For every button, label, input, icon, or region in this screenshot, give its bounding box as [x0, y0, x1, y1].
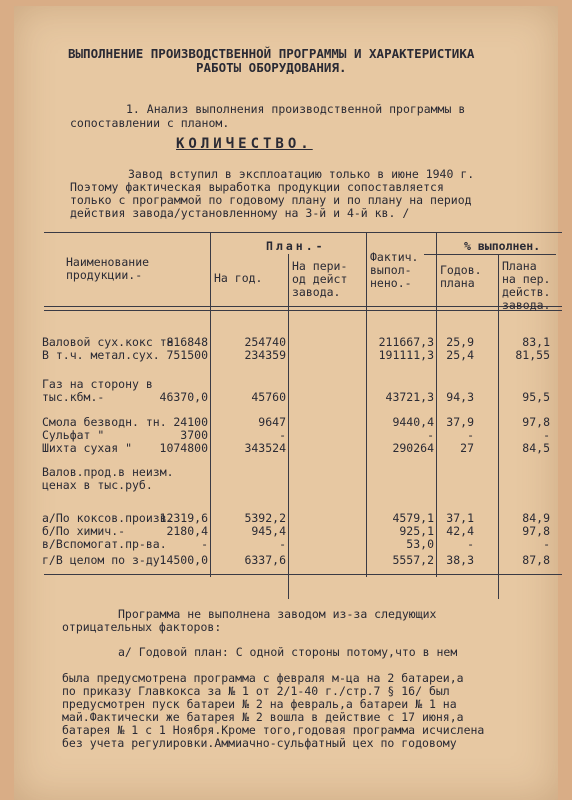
row-name: Смола безводн. тн. — [42, 415, 167, 429]
row-value-pp: 83,1 — [522, 335, 550, 349]
row-name: а/По коксов.произв. — [42, 511, 174, 525]
row-value-period: 254740 — [244, 335, 286, 349]
header-fact-3: нено.- — [370, 276, 412, 290]
header-pct-period-2: на пер. — [502, 272, 551, 286]
row-value-pp: - — [543, 428, 550, 442]
subheading: КОЛИЧЕСТВО. — [176, 136, 313, 152]
header-name-1: Наименование — [66, 255, 150, 269]
row-value-py: 27 — [460, 441, 474, 455]
row-value-fact: 191111,3 — [378, 348, 434, 362]
bottom-line-3: предусмотрен пуск батареи № 2 на февраль,а батареи № 1 на — [62, 697, 457, 711]
row-value-pp: 84,9 — [522, 511, 550, 525]
row-value-fact: 925,1 — [399, 524, 434, 538]
row-value-year: 24100 — [173, 415, 208, 429]
row-value-fact: 9440,4 — [392, 415, 434, 429]
row-value-fact: - — [427, 428, 434, 442]
table-header-rule-2 — [44, 310, 562, 311]
header-percent: % выполнен. — [464, 239, 541, 253]
row-name: г/В целом по з-ду. — [42, 553, 167, 567]
production-table — [44, 232, 570, 577]
col-divider-4 — [436, 232, 437, 577]
document-title-line-2: РАБОТЫ ОБОРУДОВАНИЯ. — [196, 60, 347, 75]
header-pct-period-3: действ. — [502, 285, 551, 299]
bottom-line-5: батарея № 1 с 1 Ноября.Кроме того,годовая программа исчислена — [62, 723, 485, 737]
row-value-year: 3700 — [180, 428, 208, 442]
row-value-py: 42,4 — [446, 524, 474, 538]
row-value-year: 46370,0 — [159, 390, 208, 404]
row-value-py: 37,1 — [446, 511, 474, 525]
intro-line-1: Завод вступил в эксплоатацию только в июне 1940 г. — [128, 167, 475, 181]
row-value-period: 234359 — [244, 348, 286, 362]
header-plan-period-3: завода. — [292, 285, 341, 299]
intro-line-3: только с программой по годовому плану и по плану на период — [70, 193, 472, 207]
intro-line-4: действия завода/установленному на 3-й и 4-й кв. / — [70, 206, 410, 220]
header-pct-year-1: Годов. — [440, 263, 482, 277]
row-value-year: 1074800 — [159, 441, 208, 455]
row-value-fact: 211667,3 — [378, 335, 434, 349]
row-value-pp: 95,5 — [522, 390, 550, 404]
header-pct-period-4: завода. — [502, 298, 551, 312]
after-line-2: отрицательных факторов: — [62, 620, 222, 634]
table-bottom-rule — [44, 574, 562, 575]
row-value-period: 6337,6 — [244, 553, 286, 567]
header-plan-year: На год. — [214, 271, 263, 285]
bottom-line-2: по приказу Главкокса за № 1 от 2/1-40 г./стр.7 § 16/ был — [62, 684, 450, 698]
row-value-py: 25,4 — [446, 348, 474, 362]
row-name: Валов.прод.в неизм. — [42, 465, 174, 479]
row-value-py: - — [467, 537, 474, 551]
row-name: тыс.кбм.- — [42, 390, 105, 404]
row-value-py: 38,3 — [446, 553, 474, 567]
row-value-fact: 43721,3 — [385, 390, 434, 404]
table-top-rule — [44, 232, 562, 233]
row-value-pp: 97,8 — [522, 524, 550, 538]
row-value-fact: 5557,2 — [392, 553, 434, 567]
row-value-pp: 81,55 — [515, 348, 550, 362]
row-value-year: 816848 — [166, 335, 208, 349]
row-value-period: 343524 — [244, 441, 286, 455]
row-name: в/Вспомогат.пр-ва. — [42, 537, 167, 551]
bottom-line-1: была предусмотрена программа с февраля м-ца на 2 батареи,а — [62, 671, 464, 685]
section-heading-line-1: 1. Анализ выполнения производственной программы в — [126, 102, 466, 116]
header-plan: План.- — [266, 239, 326, 253]
col-divider-3 — [366, 232, 367, 577]
row-value-fact: 53,0 — [406, 537, 434, 551]
row-value-fact: 290264 — [392, 441, 434, 455]
col-divider-1 — [210, 232, 211, 577]
row-value-year: 12319,6 — [159, 511, 208, 525]
row-value-period: 9647 — [258, 415, 286, 429]
header-fact-2: выпол- — [370, 263, 412, 277]
row-value-py: - — [467, 428, 474, 442]
row-name: Валовой сух.кокс тн — [42, 335, 174, 349]
header-pct-year-2: плана — [440, 276, 475, 290]
row-value-period: - — [279, 537, 286, 551]
intro-line-2: Поэтому фактическая выработка продукции сопоставляется — [70, 180, 444, 194]
row-value-period: 945,4 — [251, 524, 286, 538]
bottom-line-4: май.Фактически же батарея № 2 вошла в действие с 17 июня,а — [62, 710, 464, 724]
row-value-period: - — [279, 428, 286, 442]
row-value-py: 25,9 — [446, 335, 474, 349]
row-value-py: 37,9 — [446, 415, 474, 429]
row-value-year: 751500 — [166, 348, 208, 362]
row-value-year: - — [201, 537, 208, 551]
section-heading-line-2: сопоставлении с планом. — [70, 116, 230, 130]
header-name-2: продукции.- — [66, 268, 143, 282]
row-value-pp: 97,8 — [522, 415, 550, 429]
col-divider-2 — [288, 254, 289, 599]
after-line-1: Программа не выполнена заводом из-за следующих — [118, 607, 437, 621]
row-name: Сульфат " — [42, 428, 105, 442]
bottom-line-6: без учета регулировки.Аммиачно-сульфатный цех по годовому — [62, 736, 457, 750]
row-name: Газ на сторону в — [42, 377, 153, 391]
factor-a: а/ Годовой план: С одной стороны потому,что в нем — [118, 645, 458, 659]
row-value-pp: - — [543, 537, 550, 551]
row-value-year: 2180,4 — [166, 524, 208, 538]
document-title-line-1: ВЫПОЛНЕНИЕ ПРОИЗВОДСТВЕННОЙ ПРОГРАММЫ И ХАРАКТЕРИСТИКА — [68, 46, 475, 61]
row-value-period: 45760 — [251, 390, 286, 404]
row-value-pp: 84,5 — [522, 441, 550, 455]
row-value-py: 94,3 — [446, 390, 474, 404]
row-name: б/По химич.- — [42, 524, 126, 538]
row-value-pp: 87,8 — [522, 553, 550, 567]
row-value-fact: 4579,1 — [392, 511, 434, 525]
row-name: В т.ч. метал.сух. — [42, 348, 160, 362]
percent-underline — [424, 254, 556, 255]
header-fact-1: Фактич. — [370, 250, 419, 264]
row-value-year: 14500,0 — [159, 553, 208, 567]
row-value-period: 5392,2 — [244, 511, 286, 525]
header-plan-period-2: од дейст — [292, 272, 348, 286]
table-header-rule — [44, 306, 562, 307]
row-name: ценах в тыс.руб. — [42, 478, 153, 492]
header-plan-period-1: На пери- — [292, 259, 348, 273]
row-name: Шихта сухая " — [42, 441, 133, 455]
col-divider-5 — [498, 254, 499, 599]
header-pct-period-1: Плана — [502, 259, 537, 273]
